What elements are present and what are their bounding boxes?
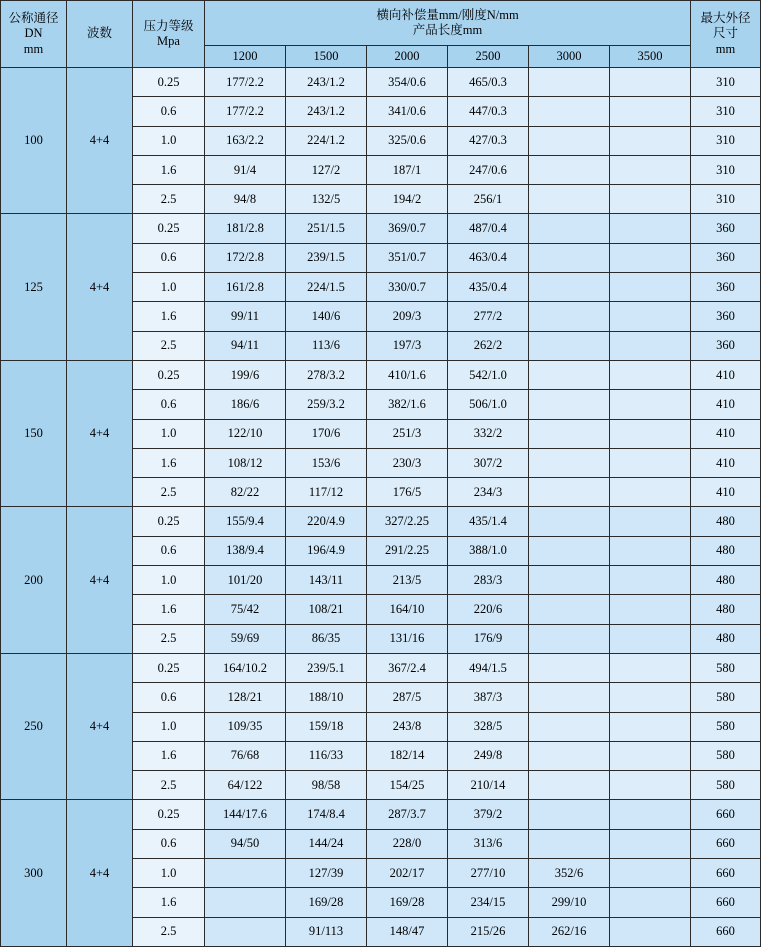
cell-compensation-value: 132/5 bbox=[286, 185, 367, 214]
cell-compensation-value: 379/2 bbox=[448, 800, 529, 829]
cell-compensation-value: 313/6 bbox=[448, 829, 529, 858]
cell-max-outer-diameter: 360 bbox=[691, 273, 761, 302]
cell-compensation-value bbox=[529, 360, 610, 389]
cell-compensation-value: 251/3 bbox=[367, 419, 448, 448]
cell-compensation-value: 177/2.2 bbox=[205, 68, 286, 97]
cell-compensation-value bbox=[529, 566, 610, 595]
cell-max-outer-diameter: 480 bbox=[691, 507, 761, 536]
cell-compensation-value: 176/5 bbox=[367, 478, 448, 507]
cell-compensation-value: 262/2 bbox=[448, 331, 529, 360]
cell-compensation-value: 122/10 bbox=[205, 419, 286, 448]
cell-compensation-value bbox=[529, 302, 610, 331]
cell-compensation-value bbox=[529, 126, 610, 155]
cell-compensation-value bbox=[610, 653, 691, 682]
header-group-line2: 产品长度mm bbox=[412, 23, 483, 37]
cell-compensation-value: 164/10 bbox=[367, 595, 448, 624]
header-group-line1: 横向补偿量mm/刚度N/mm bbox=[376, 7, 519, 22]
cell-max-outer-diameter: 480 bbox=[691, 566, 761, 595]
cell-compensation-value: 249/8 bbox=[448, 741, 529, 770]
header-od-line3: mm bbox=[715, 41, 736, 56]
header-dn-line2: DN bbox=[24, 26, 43, 41]
cell-compensation-value bbox=[529, 536, 610, 565]
cell-compensation-value: 369/0.7 bbox=[367, 214, 448, 243]
cell-compensation-value: 127/2 bbox=[286, 155, 367, 184]
cell-compensation-value: 387/3 bbox=[448, 683, 529, 712]
cell-pressure-rating: 1.6 bbox=[133, 595, 205, 624]
cell-compensation-value bbox=[610, 97, 691, 126]
cell-compensation-value bbox=[610, 624, 691, 653]
table-row bbox=[1, 68, 761, 97]
cell-compensation-value: 463/0.4 bbox=[448, 243, 529, 272]
cell-compensation-value: 116/33 bbox=[286, 741, 367, 770]
cell-max-outer-diameter: 660 bbox=[691, 800, 761, 829]
cell-compensation-value: 367/2.4 bbox=[367, 653, 448, 682]
cell-compensation-value bbox=[610, 829, 691, 858]
cell-compensation-value: 140/6 bbox=[286, 302, 367, 331]
cell-compensation-value bbox=[529, 390, 610, 419]
cell-compensation-value: 251/1.5 bbox=[286, 214, 367, 243]
header-length-1500: 1500 bbox=[286, 46, 367, 68]
cell-compensation-value: 299/10 bbox=[529, 888, 610, 917]
cell-max-outer-diameter: 660 bbox=[691, 829, 761, 858]
cell-max-outer-diameter: 580 bbox=[691, 683, 761, 712]
cell-max-outer-diameter: 660 bbox=[691, 859, 761, 888]
header-od-line1: 最大外径 bbox=[700, 11, 751, 26]
cell-pressure-rating: 1.0 bbox=[133, 126, 205, 155]
cell-max-outer-diameter: 310 bbox=[691, 185, 761, 214]
cell-compensation-value bbox=[529, 507, 610, 536]
cell-pressure-rating: 2.5 bbox=[133, 478, 205, 507]
cell-compensation-value: 202/17 bbox=[367, 859, 448, 888]
cell-compensation-value bbox=[610, 917, 691, 946]
cell-compensation-value: 144/17.6 bbox=[205, 800, 286, 829]
cell-max-outer-diameter: 410 bbox=[691, 360, 761, 389]
cell-compensation-value bbox=[610, 507, 691, 536]
cell-wave-count: 4+4 bbox=[67, 653, 133, 799]
cell-max-outer-diameter: 580 bbox=[691, 771, 761, 800]
cell-compensation-value: 328/5 bbox=[448, 712, 529, 741]
cell-compensation-value: 287/5 bbox=[367, 683, 448, 712]
cell-compensation-value: 131/16 bbox=[367, 624, 448, 653]
cell-compensation-value bbox=[529, 478, 610, 507]
cell-compensation-value: 287/3.7 bbox=[367, 800, 448, 829]
cell-compensation-value: 427/0.3 bbox=[448, 126, 529, 155]
cell-compensation-value: 228/0 bbox=[367, 829, 448, 858]
cell-compensation-value: 243/8 bbox=[367, 712, 448, 741]
cell-compensation-value: 262/16 bbox=[529, 917, 610, 946]
cell-compensation-value bbox=[610, 419, 691, 448]
cell-compensation-value: 164/10.2 bbox=[205, 653, 286, 682]
cell-pressure-rating: 2.5 bbox=[133, 624, 205, 653]
cell-compensation-value: 278/3.2 bbox=[286, 360, 367, 389]
cell-max-outer-diameter: 310 bbox=[691, 97, 761, 126]
cell-compensation-value: 188/10 bbox=[286, 683, 367, 712]
cell-compensation-value: 163/2.2 bbox=[205, 126, 286, 155]
cell-compensation-value: 283/3 bbox=[448, 566, 529, 595]
cell-compensation-value bbox=[529, 68, 610, 97]
cell-max-outer-diameter: 410 bbox=[691, 478, 761, 507]
cell-compensation-value bbox=[529, 273, 610, 302]
cell-max-outer-diameter: 360 bbox=[691, 302, 761, 331]
cell-compensation-value: 194/2 bbox=[367, 185, 448, 214]
cell-compensation-value bbox=[610, 566, 691, 595]
cell-compensation-value: 435/1.4 bbox=[448, 507, 529, 536]
cell-max-outer-diameter: 580 bbox=[691, 741, 761, 770]
cell-compensation-value: 352/6 bbox=[529, 859, 610, 888]
cell-max-outer-diameter: 360 bbox=[691, 331, 761, 360]
cell-compensation-value: 325/0.6 bbox=[367, 126, 448, 155]
cell-compensation-value bbox=[610, 273, 691, 302]
header-od-line2: 尺寸 bbox=[713, 26, 739, 41]
cell-compensation-value bbox=[529, 595, 610, 624]
cell-compensation-value bbox=[529, 214, 610, 243]
cell-compensation-value: 239/5.1 bbox=[286, 653, 367, 682]
cell-compensation-value bbox=[610, 390, 691, 419]
cell-compensation-value bbox=[610, 712, 691, 741]
header-length-3500: 3500 bbox=[610, 46, 691, 68]
cell-pressure-rating: 0.25 bbox=[133, 653, 205, 682]
cell-compensation-value: 465/0.3 bbox=[448, 68, 529, 97]
cell-compensation-value bbox=[610, 243, 691, 272]
cell-compensation-value bbox=[610, 859, 691, 888]
cell-wave-count: 4+4 bbox=[67, 507, 133, 653]
cell-compensation-value: 230/3 bbox=[367, 448, 448, 477]
cell-compensation-value: 86/35 bbox=[286, 624, 367, 653]
cell-compensation-value: 234/15 bbox=[448, 888, 529, 917]
cell-pressure-rating: 1.0 bbox=[133, 859, 205, 888]
cell-compensation-value bbox=[529, 331, 610, 360]
cell-compensation-value: 182/14 bbox=[367, 741, 448, 770]
cell-compensation-value: 447/0.3 bbox=[448, 97, 529, 126]
cell-compensation-value: 224/1.2 bbox=[286, 126, 367, 155]
cell-compensation-value bbox=[610, 360, 691, 389]
cell-wave-count: 4+4 bbox=[67, 214, 133, 360]
cell-compensation-value bbox=[529, 97, 610, 126]
cell-max-outer-diameter: 660 bbox=[691, 888, 761, 917]
cell-compensation-value: 155/9.4 bbox=[205, 507, 286, 536]
cell-pressure-rating: 0.25 bbox=[133, 68, 205, 97]
header-pressure-line2: Mpa bbox=[157, 34, 180, 48]
header-lateral-compensation-group bbox=[205, 1, 691, 46]
header-nominal-diameter bbox=[1, 1, 67, 68]
cell-compensation-value bbox=[529, 653, 610, 682]
header-dn-line3: mm bbox=[23, 41, 44, 56]
cell-compensation-value bbox=[529, 419, 610, 448]
cell-compensation-value: 82/22 bbox=[205, 478, 286, 507]
cell-compensation-value: 494/1.5 bbox=[448, 653, 529, 682]
cell-pressure-rating: 0.6 bbox=[133, 829, 205, 858]
cell-compensation-value: 94/8 bbox=[205, 185, 286, 214]
cell-max-outer-diameter: 410 bbox=[691, 448, 761, 477]
cell-compensation-value: 75/42 bbox=[205, 595, 286, 624]
cell-compensation-value: 169/28 bbox=[367, 888, 448, 917]
cell-compensation-value: 109/35 bbox=[205, 712, 286, 741]
cell-compensation-value: 161/2.8 bbox=[205, 273, 286, 302]
cell-compensation-value: 144/24 bbox=[286, 829, 367, 858]
cell-pressure-rating: 1.6 bbox=[133, 741, 205, 770]
cell-max-outer-diameter: 660 bbox=[691, 917, 761, 946]
table-header bbox=[1, 1, 761, 68]
cell-compensation-value bbox=[610, 448, 691, 477]
cell-max-outer-diameter: 310 bbox=[691, 155, 761, 184]
cell-compensation-value: 197/3 bbox=[367, 331, 448, 360]
cell-max-outer-diameter: 480 bbox=[691, 536, 761, 565]
cell-max-outer-diameter: 360 bbox=[691, 214, 761, 243]
table-row bbox=[1, 507, 761, 536]
cell-compensation-value bbox=[610, 68, 691, 97]
cell-compensation-value: 159/18 bbox=[286, 712, 367, 741]
cell-compensation-value: 64/122 bbox=[205, 771, 286, 800]
cell-compensation-value: 239/1.5 bbox=[286, 243, 367, 272]
cell-compensation-value: 435/0.4 bbox=[448, 273, 529, 302]
cell-compensation-value: 174/8.4 bbox=[286, 800, 367, 829]
cell-max-outer-diameter: 480 bbox=[691, 595, 761, 624]
cell-compensation-value: 243/1.2 bbox=[286, 97, 367, 126]
cell-pressure-rating: 1.6 bbox=[133, 302, 205, 331]
cell-pressure-rating: 1.6 bbox=[133, 448, 205, 477]
cell-compensation-value bbox=[610, 185, 691, 214]
cell-pressure-rating: 2.5 bbox=[133, 771, 205, 800]
cell-compensation-value: 506/1.0 bbox=[448, 390, 529, 419]
cell-pressure-rating: 1.0 bbox=[133, 273, 205, 302]
cell-max-outer-diameter: 580 bbox=[691, 712, 761, 741]
cell-compensation-value: 98/58 bbox=[286, 771, 367, 800]
cell-compensation-value bbox=[610, 536, 691, 565]
cell-pressure-rating: 0.25 bbox=[133, 214, 205, 243]
cell-compensation-value: 196/4.9 bbox=[286, 536, 367, 565]
cell-pressure-rating: 0.25 bbox=[133, 507, 205, 536]
cell-compensation-value: 247/0.6 bbox=[448, 155, 529, 184]
cell-compensation-value: 59/69 bbox=[205, 624, 286, 653]
cell-compensation-value: 307/2 bbox=[448, 448, 529, 477]
cell-compensation-value: 243/1.2 bbox=[286, 68, 367, 97]
cell-compensation-value: 143/11 bbox=[286, 566, 367, 595]
cell-compensation-value: 382/1.6 bbox=[367, 390, 448, 419]
cell-compensation-value: 332/2 bbox=[448, 419, 529, 448]
cell-pressure-rating: 0.6 bbox=[133, 683, 205, 712]
header-pressure-line1: 压力等级 bbox=[143, 18, 194, 33]
cell-compensation-value: 94/50 bbox=[205, 829, 286, 858]
cell-compensation-value: 101/20 bbox=[205, 566, 286, 595]
cell-compensation-value: 234/3 bbox=[448, 478, 529, 507]
header-pressure-rating bbox=[133, 1, 205, 68]
cell-compensation-value bbox=[610, 595, 691, 624]
cell-compensation-value: 351/0.7 bbox=[367, 243, 448, 272]
cell-compensation-value: 220/4.9 bbox=[286, 507, 367, 536]
cell-compensation-value: 108/21 bbox=[286, 595, 367, 624]
cell-compensation-value bbox=[205, 888, 286, 917]
cell-compensation-value bbox=[529, 243, 610, 272]
cell-compensation-value: 153/6 bbox=[286, 448, 367, 477]
cell-compensation-value: 542/1.0 bbox=[448, 360, 529, 389]
cell-pressure-rating: 0.25 bbox=[133, 360, 205, 389]
cell-compensation-value bbox=[610, 800, 691, 829]
cell-compensation-value: 99/11 bbox=[205, 302, 286, 331]
cell-compensation-value: 354/0.6 bbox=[367, 68, 448, 97]
cell-pressure-rating: 0.25 bbox=[133, 800, 205, 829]
cell-compensation-value: 138/9.4 bbox=[205, 536, 286, 565]
cell-compensation-value: 172/2.8 bbox=[205, 243, 286, 272]
header-length-1200: 1200 bbox=[205, 46, 286, 68]
cell-compensation-value: 76/68 bbox=[205, 741, 286, 770]
header-length-2000: 2000 bbox=[367, 46, 448, 68]
cell-compensation-value: 330/0.7 bbox=[367, 273, 448, 302]
cell-max-outer-diameter: 310 bbox=[691, 126, 761, 155]
cell-compensation-value: 91/113 bbox=[286, 917, 367, 946]
cell-compensation-value bbox=[529, 771, 610, 800]
cell-max-outer-diameter: 410 bbox=[691, 390, 761, 419]
cell-compensation-value: 127/39 bbox=[286, 859, 367, 888]
cell-compensation-value bbox=[529, 448, 610, 477]
cell-compensation-value: 94/11 bbox=[205, 331, 286, 360]
header-max-outer-diameter bbox=[691, 1, 761, 68]
cell-compensation-value: 388/1.0 bbox=[448, 536, 529, 565]
cell-compensation-value: 187/1 bbox=[367, 155, 448, 184]
cell-compensation-value bbox=[529, 800, 610, 829]
cell-pressure-rating: 0.6 bbox=[133, 536, 205, 565]
cell-compensation-value: 487/0.4 bbox=[448, 214, 529, 243]
cell-compensation-value bbox=[529, 829, 610, 858]
cell-nominal-diameter: 250 bbox=[1, 653, 67, 799]
cell-compensation-value bbox=[529, 683, 610, 712]
cell-nominal-diameter: 300 bbox=[1, 800, 67, 946]
cell-compensation-value bbox=[529, 624, 610, 653]
cell-compensation-value: 177/2.2 bbox=[205, 97, 286, 126]
cell-compensation-value bbox=[610, 771, 691, 800]
cell-compensation-value: 128/21 bbox=[205, 683, 286, 712]
cell-pressure-rating: 0.6 bbox=[133, 97, 205, 126]
cell-pressure-rating: 1.0 bbox=[133, 712, 205, 741]
cell-compensation-value bbox=[610, 155, 691, 184]
cell-compensation-value: 148/47 bbox=[367, 917, 448, 946]
cell-compensation-value: 327/2.25 bbox=[367, 507, 448, 536]
cell-pressure-rating: 2.5 bbox=[133, 185, 205, 214]
cell-compensation-value: 209/3 bbox=[367, 302, 448, 331]
cell-nominal-diameter: 100 bbox=[1, 68, 67, 214]
cell-compensation-value: 170/6 bbox=[286, 419, 367, 448]
cell-compensation-value bbox=[610, 741, 691, 770]
cell-compensation-value: 224/1.5 bbox=[286, 273, 367, 302]
table-body bbox=[1, 68, 761, 947]
cell-compensation-value bbox=[529, 155, 610, 184]
cell-compensation-value bbox=[205, 859, 286, 888]
cell-max-outer-diameter: 360 bbox=[691, 243, 761, 272]
cell-max-outer-diameter: 480 bbox=[691, 624, 761, 653]
cell-compensation-value: 91/4 bbox=[205, 155, 286, 184]
cell-compensation-value: 181/2.8 bbox=[205, 214, 286, 243]
cell-compensation-value bbox=[610, 302, 691, 331]
cell-compensation-value: 220/6 bbox=[448, 595, 529, 624]
cell-nominal-diameter: 150 bbox=[1, 360, 67, 506]
cell-compensation-value bbox=[529, 185, 610, 214]
cell-compensation-value: 277/10 bbox=[448, 859, 529, 888]
cell-nominal-diameter: 125 bbox=[1, 214, 67, 360]
cell-pressure-rating: 1.6 bbox=[133, 155, 205, 184]
cell-compensation-value bbox=[610, 478, 691, 507]
cell-compensation-value: 341/0.6 bbox=[367, 97, 448, 126]
cell-compensation-value: 117/12 bbox=[286, 478, 367, 507]
header-dn-line1: 公称通径 bbox=[8, 11, 59, 26]
cell-compensation-value: 210/14 bbox=[448, 771, 529, 800]
table-row bbox=[1, 214, 761, 243]
cell-compensation-value: 215/26 bbox=[448, 917, 529, 946]
cell-pressure-rating: 1.0 bbox=[133, 419, 205, 448]
cell-compensation-value: 113/6 bbox=[286, 331, 367, 360]
cell-compensation-value: 256/1 bbox=[448, 185, 529, 214]
cell-compensation-value: 186/6 bbox=[205, 390, 286, 419]
cell-compensation-value bbox=[610, 888, 691, 917]
cell-compensation-value: 259/3.2 bbox=[286, 390, 367, 419]
table-row bbox=[1, 360, 761, 389]
cell-wave-count: 4+4 bbox=[67, 800, 133, 946]
cell-compensation-value: 277/2 bbox=[448, 302, 529, 331]
cell-compensation-value: 108/12 bbox=[205, 448, 286, 477]
cell-compensation-value bbox=[205, 917, 286, 946]
cell-max-outer-diameter: 580 bbox=[691, 653, 761, 682]
cell-compensation-value bbox=[529, 712, 610, 741]
cell-compensation-value: 169/28 bbox=[286, 888, 367, 917]
cell-compensation-value: 176/9 bbox=[448, 624, 529, 653]
cell-pressure-rating: 0.6 bbox=[133, 243, 205, 272]
cell-pressure-rating: 1.6 bbox=[133, 888, 205, 917]
cell-compensation-value bbox=[610, 126, 691, 155]
cell-compensation-value bbox=[529, 741, 610, 770]
cell-compensation-value: 410/1.6 bbox=[367, 360, 448, 389]
cell-compensation-value bbox=[610, 683, 691, 712]
header-length-2500: 2500 bbox=[448, 46, 529, 68]
cell-max-outer-diameter: 310 bbox=[691, 68, 761, 97]
cell-pressure-rating: 2.5 bbox=[133, 917, 205, 946]
cell-compensation-value: 291/2.25 bbox=[367, 536, 448, 565]
cell-pressure-rating: 0.6 bbox=[133, 390, 205, 419]
cell-compensation-value: 199/6 bbox=[205, 360, 286, 389]
cell-wave-count: 4+4 bbox=[67, 68, 133, 214]
cell-compensation-value bbox=[610, 214, 691, 243]
cell-pressure-rating: 1.0 bbox=[133, 566, 205, 595]
cell-max-outer-diameter: 410 bbox=[691, 419, 761, 448]
cell-nominal-diameter: 200 bbox=[1, 507, 67, 653]
cell-compensation-value: 213/5 bbox=[367, 566, 448, 595]
table-row bbox=[1, 800, 761, 829]
header-length-3000: 3000 bbox=[529, 46, 610, 68]
cell-wave-count: 4+4 bbox=[67, 360, 133, 506]
table-row bbox=[1, 653, 761, 682]
cell-compensation-value: 154/25 bbox=[367, 771, 448, 800]
header-wave-count: 波数 bbox=[67, 1, 133, 68]
cell-pressure-rating: 2.5 bbox=[133, 331, 205, 360]
cell-compensation-value bbox=[610, 331, 691, 360]
